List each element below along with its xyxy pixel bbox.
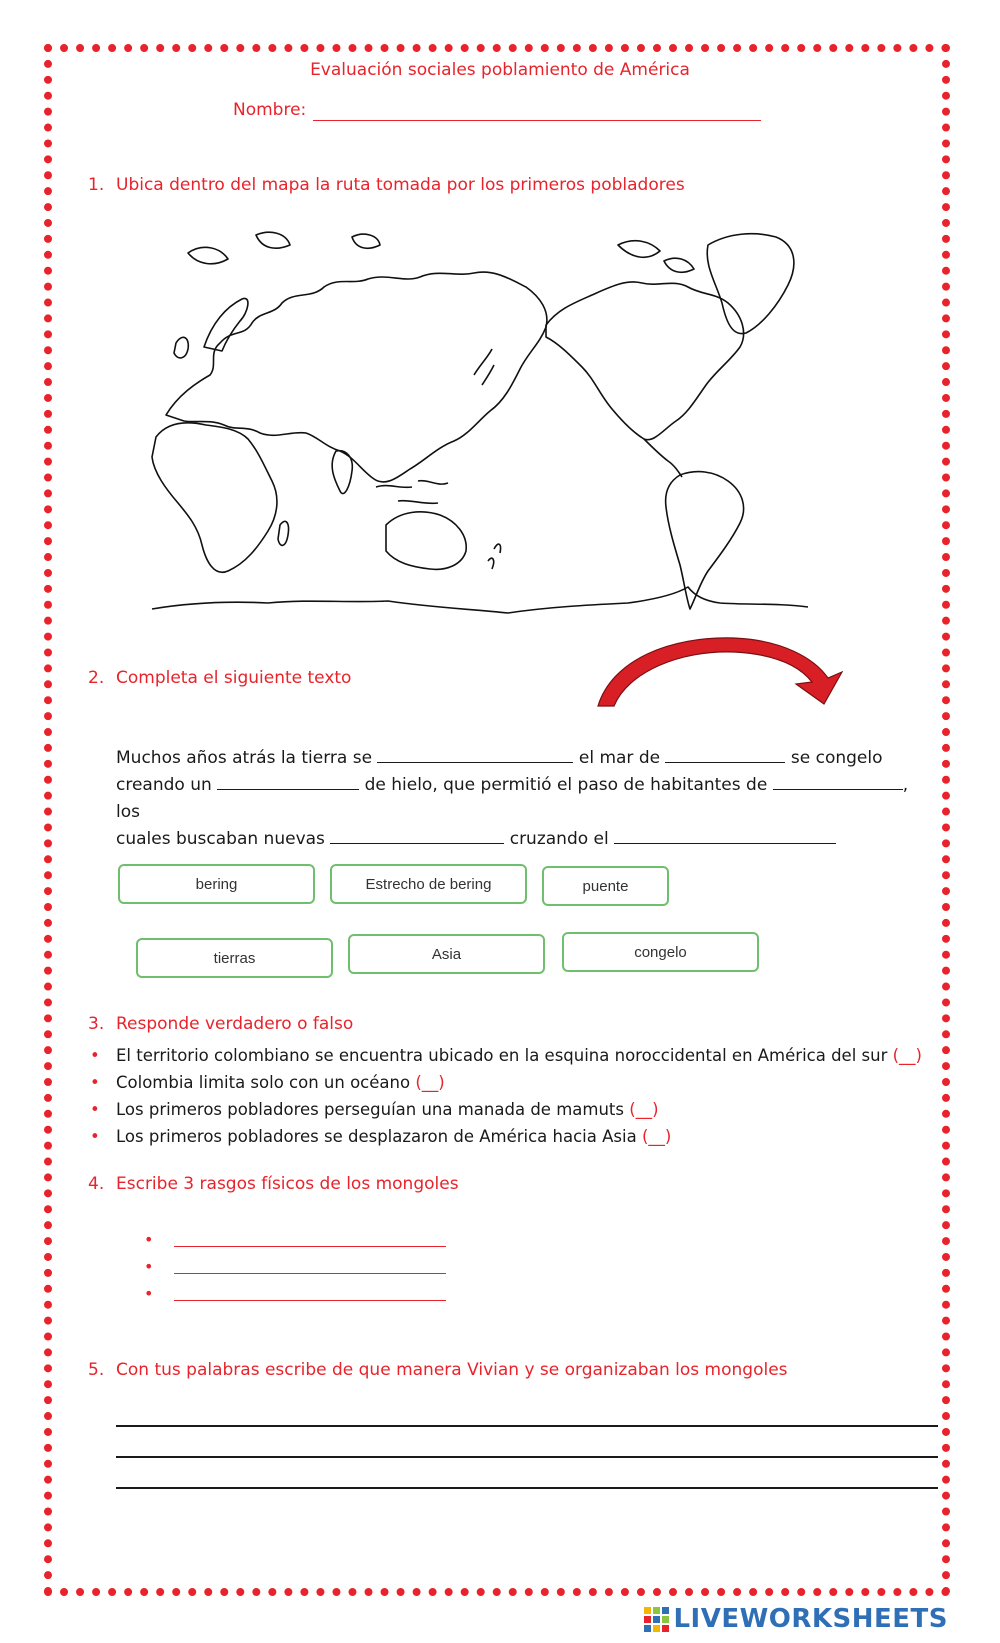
question-text: Responde verdadero o falso — [116, 1014, 354, 1034]
question-number: 5. — [88, 1360, 105, 1380]
brand-name: LIVEWORKSHEETS — [673, 1604, 948, 1634]
british-isles-outline — [174, 337, 188, 358]
bullet-icon: • — [90, 1100, 100, 1119]
word-chip-congelo[interactable]: congelo — [562, 932, 759, 972]
essay-line-2[interactable] — [116, 1456, 938, 1458]
statement-text: Colombia limita solo con un océano — [116, 1073, 411, 1092]
central-america-outline — [644, 439, 682, 477]
question-4 — [88, 1174, 459, 1194]
question-number: 4. — [88, 1174, 105, 1194]
bullet-icon: • — [90, 1073, 100, 1092]
fill-in-paragraph — [116, 745, 934, 853]
list-item — [88, 1069, 948, 1096]
paragraph-text: Muchos años atrás la tierra se — [116, 748, 373, 768]
greenland-outline — [707, 234, 794, 334]
paragraph-text: creando un — [116, 775, 212, 795]
essay-line-3[interactable] — [116, 1487, 938, 1489]
name-label: Nombre: — [233, 100, 307, 120]
word-chip-tierras[interactable]: tierras — [136, 938, 333, 978]
bullet-icon: • — [144, 1284, 154, 1303]
bullet-icon: • — [90, 1127, 100, 1146]
page-title: Evaluación sociales poblamiento de América — [310, 60, 690, 80]
australia-outline — [386, 512, 466, 570]
question-text: Escribe 3 rasgos físicos de los mongoles — [116, 1174, 459, 1194]
india-outline — [332, 451, 352, 494]
japan-outline — [474, 349, 494, 385]
logo-grid-icon — [644, 1607, 669, 1632]
list-item — [88, 1096, 948, 1123]
essay-line-1[interactable] — [116, 1425, 938, 1427]
liveworksheets-logo — [644, 1604, 948, 1634]
true-false-list — [88, 1042, 948, 1150]
bullet-icon: • — [144, 1257, 154, 1276]
question-text: Ubica dentro del mapa la ruta tomada por los primeros pobladores — [116, 175, 685, 195]
list-item — [88, 1042, 948, 1069]
south-america-outline — [666, 472, 744, 609]
question-text: Con tus palabras escribe de que manera Vivian y se organizaban los mongoles — [116, 1360, 788, 1380]
question-number: 1. — [88, 175, 105, 195]
north-america-outline — [546, 282, 744, 440]
antarctica-outline — [152, 587, 808, 613]
bullet-icon: • — [144, 1230, 154, 1249]
word-chip-bering[interactable]: bering — [118, 864, 315, 904]
answer-blank[interactable]: (__) — [629, 1100, 659, 1119]
name-input-line[interactable] — [313, 120, 761, 121]
word-chip-estrecho-de-bering[interactable]: Estrecho de bering — [330, 864, 527, 904]
paragraph-text: cuales buscaban nuevas — [116, 829, 325, 849]
paragraph-text: se congelo — [790, 748, 883, 768]
blank-5[interactable] — [330, 829, 504, 844]
statement-text: Los primeros pobladores se desplazaron de América hacia Asia — [116, 1127, 637, 1146]
word-chip-puente[interactable]: puente — [542, 866, 669, 906]
world-map[interactable] — [148, 225, 828, 637]
curved-arrow-icon — [592, 628, 852, 708]
word-chip-asia[interactable]: Asia — [348, 934, 545, 974]
indonesia-outline — [376, 481, 448, 504]
question-1 — [88, 175, 685, 195]
africa-outline — [152, 423, 277, 573]
question-2 — [88, 668, 351, 688]
question-text: Completa el siguiente texto — [116, 668, 352, 688]
scandinavia-outline — [204, 298, 248, 351]
new-zealand-outline — [488, 544, 501, 569]
answer-blank[interactable]: (__) — [892, 1046, 922, 1065]
blank-6[interactable] — [614, 829, 836, 844]
list-item — [88, 1123, 948, 1150]
question-3 — [88, 1014, 353, 1034]
answer-blank[interactable]: (__) — [641, 1127, 672, 1146]
blank-3[interactable] — [217, 775, 359, 790]
answer-blank[interactable]: (__) — [415, 1073, 445, 1092]
question-number: 2. — [88, 668, 105, 688]
paragraph-text: cruzando el — [509, 829, 609, 849]
question-5 — [88, 1360, 788, 1380]
madagascar-outline — [278, 521, 289, 545]
statement-text: Los primeros pobladores perseguían una manada de mamuts — [116, 1100, 624, 1119]
arctic-islands-outline — [188, 232, 694, 272]
statement-text: El territorio colombiano se encuentra ubicado en la esquina noroccidental en América del sur — [116, 1046, 888, 1065]
blank-1[interactable] — [377, 748, 573, 763]
bullet-icon: • — [90, 1046, 100, 1065]
blank-2[interactable] — [665, 748, 785, 763]
paragraph-text: el mar de — [578, 748, 661, 768]
paragraph-text: , los — [116, 775, 909, 822]
question-number: 3. — [88, 1014, 105, 1034]
paragraph-text: de hielo, que permitió el paso de habitantes de — [364, 775, 768, 795]
eurasia-outline — [166, 272, 547, 482]
blank-4[interactable] — [773, 775, 903, 790]
